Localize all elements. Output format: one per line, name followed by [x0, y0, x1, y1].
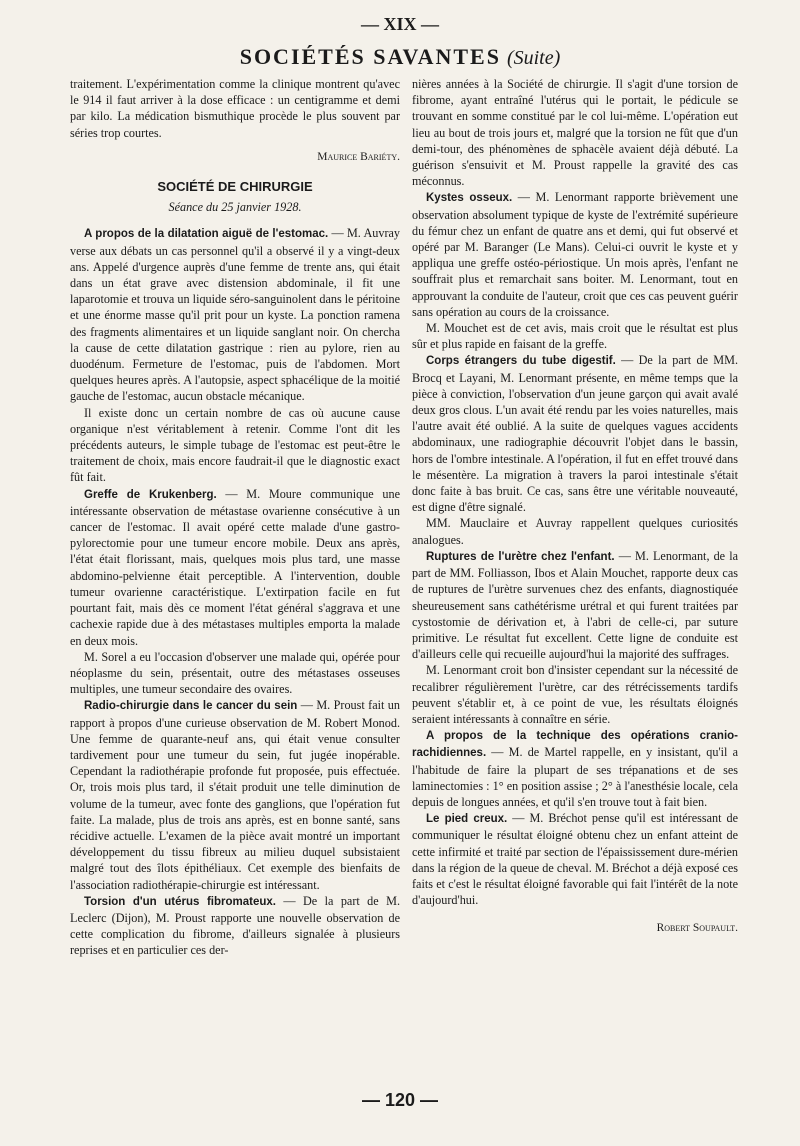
paragraph: M. Lenormant croit bon d'insister cependant sur la nécessité de recalibrer régulièrement l'urètre, car des rétrécissements tardifs peuvent s'établir et, à ce point de vue, les résultats éloignés seraient intéressants à connaître en série. — [412, 663, 738, 726]
topic-heading: Kystes osseux. — [426, 192, 513, 205]
paragraph: M. Mouchet est de cet avis, mais croit que le résultat est plus sûr et plus rapide en faisant de la greffe. — [412, 321, 738, 352]
topic-heading: Le pied creux. — [426, 813, 508, 826]
topic-heading: Radio-chirurgie dans le cancer du sein — [84, 700, 298, 713]
paragraph: traitement. L'expérimentation comme la clinique montrent qu'avec le 914 il faut arriver à la dose efficace : un centigramme et demi par kilo. La médication bismuthique procède le plus souvent par séries trop courtes. — [70, 77, 400, 140]
paragraph — [412, 810, 738, 908]
topic-heading: Ruptures de l'urètre chez l'enfant. — [426, 550, 615, 563]
paragraph-text: — M. Lenormant, de la part de MM. Folliasson, Ibos et Alain Mouchet, rapporte deux cas de ruptures de l'urètre survenues chez des enfants, diagnostiquée sheureusement sans cathétérisme urétral et qui furent traitées par cystostomie de dérivation et, à l'abri de celle-ci, par suture primitive. Le résultat fut excellent. Cette ligne de conduite est d'ailleurs celle qui recueille aujourd'hui la majorité des suffrages. — [412, 548, 738, 662]
signature: Maurice Bariéty. — [317, 150, 400, 163]
section-heading: SOCIÉTÉ DE CHIRURGIE — [157, 179, 313, 195]
paragraph — [412, 548, 738, 662]
paragraph-text: — M. de Martel rappelle, en y insistant, qu'il a l'habitude de faire la plupart de ses trépanations et de ses laminectomies : 1° en position assise ; 2° à l'anesthésie locale, cela depuis de longues années, et qu'il s'en trouve tout à fait bien. — [412, 745, 738, 809]
paragraph: M. Sorel a eu l'occasion d'observer une malade qui, opérée pour néoplasme du sein, présentait, outre des métastases osseuses multiples, une tumeur secondaire des ovaires. — [70, 649, 400, 697]
paragraph-text: — De la part de M. Leclerc (Dijon), M. Proust rapporte une nouvelle observation de cette complication du fibrome, d'ailleurs signalée à plusieurs reprises et en particulier ces der- — [70, 893, 400, 958]
paragraph — [412, 189, 738, 320]
page-roman-number: — XIX — — [360, 14, 439, 34]
paragraph — [412, 352, 738, 515]
seance-date: Séance du 25 janvier 1928. — [168, 200, 302, 215]
topic-heading: Greffe de Krukenberg. — [84, 488, 217, 501]
paragraph-text: — M. Auvray verse aux débats un cas personnel qu'il a observé il y a vingt-deux ans. Appelé d'urgence auprès d'une femme de trente ans, qui était dans un état grave avec distension abdominale, il fit une laparotomie et trouva un liquide séro-sanguinolent dans le péritoine et une énorme masse qu'il prit pour un kyste. La ponction ramena des fragments alimentaires et un liquide sanglant noir. On chercha la cause de cette dilatation gastrique : rien au pylore, rien au duodénum. Fermeture de l'estomac, puis de l'abdomen. Mort quelques heures après. A l'autopsie, aspect sphacélique de la moitié gauche de l'estomac, aucun obstacle mécanique. — [70, 226, 401, 404]
paragraph: Il existe donc un certain nombre de cas où aucune cause organique n'est véritablement à retenir. Comme l'ont dit les précédents auteurs, le simple tubage de l'estomac est peut-être le traitement de choix, mais encore faudrait-il que le diagnostic exact fût fait. — [70, 405, 400, 485]
paragraph-text: — M. Proust fait un rapport à propos d'une curieuse observation de M. Robert Monod. Une femme de quarante-neuf ans, qui était venue consulter tardivement pour une tumeur du sein, fut jugée inopérable. Cependant la radiothérapie profonde fut proposée, puis effectuée. Or, trois mois plus tard, il s'était produit une telle diminution de volume de la tumeur, avec fonte des ganglions, que l'opération fut faite. La malade, plus de trois ans après, est en bonne santé, sans récidive actuelle. L'examen de la pièce avait montré un important développement du tissu fibreux au milieu duquel subsistaient malgré tout des îlots épithéliaux. Cet exemple des bienfaits de l'association radiothérapie-chirurgie est intéressant. — [70, 698, 400, 892]
left-column — [70, 76, 400, 959]
paragraph-text: — M. Moure communique une intéressante observation de métastase ovarienne consécutive à un cancer de l'estomac. Il avait opéré cette malade d'une gastro-pylorectomie pour une tumeur encore mobile. Deux ans après, l'état était florissant, mais, quelques mois plus tard, une masse abdomino-pelvienne était perceptible. A l'intervention, double tumeur ovarienne caractéristique. L'extirpation facile en fut pourtant fait, mais dès ce moment l'état général s'aggrava et une cachexie rapide due à des métastases multiples emporta la malade en deux mois. — [70, 486, 400, 648]
topic-heading: A propos de la technique des opérations cranio-rachidiennes. — [412, 730, 738, 760]
paragraph-text: — De la part de MM. Brocq et Layani, M. Lenormant présente, en même temps que la pièce à conviction, l'observation d'un jeune garçon qui avait avalé deux gros clous. L'un avait été rendu par les voies naturelles, mais l'autre avait été oublié. A la suite de quelques vagues accidents abdominaux, une radiographie découvrit l'objet dans le bassin, hors de l'ombre intestinale. A l'opération, il fut en effet trouvé dans le mésentère. La migration à travers la paroi intestinale s'était donc faite à bas bruit. Ce cas, sans être une véritable nouveauté, est digne d'être signalé. — [412, 353, 738, 515]
right-column — [412, 76, 738, 951]
signature: Robert Soupault. — [656, 922, 738, 935]
paragraph — [70, 225, 400, 404]
page-title — [0, 44, 800, 70]
paragraph — [70, 486, 400, 649]
paragraph — [70, 893, 400, 959]
paragraph: MM. Mauclaire et Auvray rappellent quelques curiosités analogues. — [412, 516, 738, 547]
paragraph — [412, 727, 738, 810]
topic-heading: Corps étrangers du tube digestif. — [426, 355, 616, 368]
title-suite: (Suite) — [506, 47, 561, 69]
topic-heading: Torsion d'un utérus fibromateux. — [84, 895, 276, 908]
page-number: — 120 — — [361, 1090, 439, 1110]
paragraph-text: — M. Lenormant rapporte brièvement une observation absolument typique de kyste de l'extrémité supérieure du fémur chez un enfant de quatre ans et demi, qui fut observé et opéré par M. Baranger (Le Mans). Celui-ci ouvrit le kyste et y appliqua une greffe ostéo-périostique. Un mois après, l'enfant ne souffrait plus et remarchait sans boiter. M. Lenormant, tout en approuvant la conduite de l'auteur, croit que ces cas peuvent guérir sans opération au cours de la croissance. — [412, 190, 738, 319]
title-text: SOCIÉTÉS SAVANTES — [239, 44, 501, 69]
topic-heading: A propos de la dilatation aiguë de l'estomac. — [84, 228, 329, 241]
paragraph — [70, 697, 400, 892]
paragraph: nières années à la Société de chirurgie. Il s'agit d'une torsion de fibrome, ayant entraîné l'utérus qui le portait, le pédicule se trouvant en somme constitué par le col lui-même. L'opération eut lieu au bout de trois jours et, malgré que la torsion ne fût que d'un demi-tour, des phénomènes de sphacèle avaient déjà débuté. La guérison s'ensuivit et M. Proust rappelle la gravité des cas méconnus. — [412, 77, 738, 189]
paragraph-text: — M. Bréchot pense qu'il est intéressant de communiquer le résultat éloigné obtenu chez un enfant atteint de cette infirmité et traité par section de l'épaississement dure-mérien dans la région de la queue de cheval. M. Bréchot a déjà exposé ces faits et c'est le résultat éloigné favorable qui fait l'intérêt de la note d'aujourd'hui. — [412, 811, 738, 908]
